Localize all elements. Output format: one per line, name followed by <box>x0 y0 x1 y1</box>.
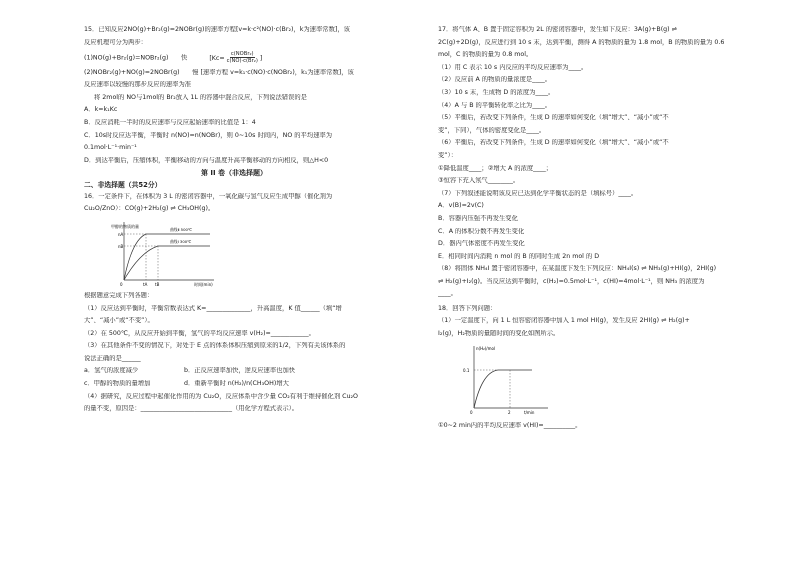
x-axis-label: 时间(min) <box>194 281 213 287</box>
q17-part-8c: ____。 <box>438 290 457 298</box>
q17-part-8b: ⇌ H₂(g)+I₂(g)。当反应达到平衡时，c(H₂)=0.5mol·L⁻¹，c(HI)=4mol·L⁻¹，则 NH₃ 的浓度为 <box>438 277 705 285</box>
q17-part-6d: ③恒容下充入氖气________。 <box>438 177 520 185</box>
q15-step-2: (2)NOBr₂(g)+NO(g)=2NOBr(g) 慢 [速率方程 v=k₁·c(NO)·c(NOBr₂)，k₁为速率常数]，该 <box>84 68 354 76</box>
k-denominator: c(NO)·c(Br₂) <box>226 58 258 65</box>
q15-k-expression <box>209 51 263 65</box>
q17-part-4: （4）A 与 B 的平衡转化率之比为____。 <box>438 101 552 109</box>
q15-step-1-text: (1)NO(g)+Br₂(g)=NOBr₂(g) 快 <box>84 54 188 62</box>
q17-part-3: （3）10 s 末，生成物 D 的浓度为____。 <box>438 88 555 96</box>
q16-option-a: a．氢气的浓度减少 <box>84 367 139 375</box>
q15-option-a: A．k=k₁Kc <box>84 106 118 114</box>
q15-option-d: D．到达平衡后，压缩体积，平衡移动的方向与温度升高平衡移动的方向相反，则△H<0 <box>84 156 329 164</box>
ta-label: tA <box>143 281 148 287</box>
x-axis-label: t/min <box>524 410 535 416</box>
q17-option-d: D．器内气体密度不再发生变化 <box>438 240 525 248</box>
q16-part-1b: 大”、“减小”或“不变”）。 <box>84 317 154 325</box>
curve-500 <box>124 234 210 280</box>
q17-part-7: （7）下列叙述能说明该反应已达到化学平衡状态的是（填标号）____。 <box>438 189 638 197</box>
q17-part-8a: （8）将固体 NH₄I 置于密闭容器中，在某温度下发生下列反应：NH₄I(s) ⇌ NH₃(g)+HI(g)，2HI(g) <box>438 265 717 273</box>
k-rhs: ] <box>259 54 263 62</box>
curve-500-label: 曲线Ⅱ 500℃ <box>170 226 193 232</box>
q16-part-1a: （1）反应达到平衡时，平衡常数表达式 K=______________，升高温度，K 值______（填“增 <box>84 304 342 312</box>
q18-graph <box>462 342 552 418</box>
q16-part-2: （2）在 500℃，从反应开始到平衡，氢气的平均反应速率 v(H₂)=____________。 <box>84 329 315 337</box>
k-numerator: c(NOBr₂) <box>230 51 254 58</box>
left-column <box>84 26 384 418</box>
origin-label: 0 <box>120 281 123 287</box>
q17-line-2: 2C(g)+2D(g)，反应进行到 10 s 末，达到平衡，测得 A 的物质的量为 1.8 mol，B 的物质的量为 0.6 <box>438 38 725 46</box>
q15-line-1: 15．已知反应2NO(g)+Br₂(g)=2NOBr(g)的速率方程[v=k·c²(NO)·c(Br₂)，k为速率常数]，该 <box>84 26 350 33</box>
q16-option-d: d．重新平衡时 n(H₂)/n(CH₃OH)增大 <box>184 380 289 388</box>
q15-line-3: 将 2mol的 NO与1mol的 Br₂放入 1L 的容器中混合反应，下列说法错误的是 <box>94 93 307 101</box>
q18-line-3: I₂(g)，H₂物质的量随时间的变化如图所示。 <box>438 329 560 337</box>
y-axis-label: 甲醇的物质的量 <box>111 223 139 229</box>
tb-label: tB <box>155 281 160 287</box>
q17-option-e: E．相同时间内消耗 n mol 的 B 的同时生成 2n mol 的 D <box>438 252 600 260</box>
q18-part-1: ①0~2 min内的平均反应速率 v(HI)=__________。 <box>438 422 582 430</box>
q16-part-3a: （3）在其他条件不变的情况下，对处于 E 点的体系体积压缩到原来的1/2，下列有关该体系的 <box>84 342 346 350</box>
q16-option-c: c．甲醇的物质的量增加 <box>84 380 151 388</box>
q15-option-b: B．反应消耗一半时的反应速率与反应起始速率的比值是 1：4 <box>84 118 256 126</box>
q17-part-1: （1）用 C 表示 10 s 内反应的平均反应速率为____。 <box>438 63 588 71</box>
h2-curve <box>474 370 532 408</box>
y-axis-label: n(H₂)/mol <box>476 346 496 352</box>
q17-option-b: B．容器内压强不再发生变化 <box>438 214 518 222</box>
q18-line-2: （1）一定温度下，向 1 L 恒容密闭容器中加入 1 mol HI(g)，发生反应 2HI(g) ⇌ H₂(g)+ <box>438 317 690 325</box>
q16-graph <box>110 218 220 288</box>
q15-line-2: 反应机理可分为两步： <box>84 38 147 46</box>
q17-option-c: C．A 的体积分数不再发生变化 <box>438 227 525 235</box>
q17-part-6a: （6）平衡后，若改变下列条件，生成 D 的速率如何变化（填“增大”、“减小”或“不 <box>438 139 669 147</box>
q16-line-1: 16．一定条件下，在体积为 3 L 的密闭容器中，一氧化碳与氢气反应生成甲醇（催化剂为 <box>84 192 333 200</box>
q16-graph-svg <box>110 218 220 288</box>
part-ii-title: 第 II 卷（非选择题） <box>200 169 268 178</box>
y-tick-label: 0.1 <box>463 368 470 374</box>
nb-label: nB <box>118 243 124 249</box>
q17-line-1: 17．将气体 A、B 置于固定容积为 2L 的密闭容器中，发生如下反应：3A(g)+B(g) ⇌ <box>438 26 677 33</box>
q17-part-6b: 变”）： <box>438 151 458 159</box>
q15-step-2b: 反应速率以较慢的那步反应的速率为准 <box>84 81 192 89</box>
q16-line-2: Cu₂O/ZnO）：CO(g)+2H₂(g) ⇌ CH₃OH(g)。 <box>84 205 215 213</box>
q18-line-1: 18．回答下列问题： <box>438 304 497 312</box>
q16-options-ab <box>84 367 384 375</box>
right-column <box>438 26 738 435</box>
x-tick-label: 2 <box>508 410 511 416</box>
q18-graph-svg <box>462 342 552 418</box>
q17-option-a: A．v(B)=2v(C) <box>438 202 484 210</box>
na-label: nA <box>118 231 124 237</box>
k-fraction <box>227 51 258 64</box>
q17-part-6c: ①降低温度____；②增大 A 的浓度____； <box>438 164 553 172</box>
q17-line-3: mol，C 的物质的量为 0.8 mol。 <box>438 51 533 59</box>
q15-option-c2: 0.1mol·L⁻¹·min⁻¹ <box>84 144 137 152</box>
q17-part-5a: （5）平衡后，若改变下列条件，生成 D 的速率如何变化（填“增大”、“减小”或“不 <box>438 114 669 122</box>
q15-option-c1: C．10s时反应达平衡，平衡时 n(NO)=n(NOBr)，则 0~10s 时间内，NO 的平均速率为 <box>84 131 333 139</box>
q16-part-4a: （4）据研究，反应过程中起催化作用的为 Cu₂O，反应体系中含少量 CO₂有利于维持催化剂 Cu₂O <box>84 392 359 400</box>
q17-part-5b: 变”，下同），气体的密度变化是____。 <box>438 126 546 134</box>
origin-label: 0 <box>470 410 473 416</box>
q16-part-3b: 说法正确的是______ <box>84 354 141 362</box>
q17-part-2: （2）反应前 A 的物质的量浓度是____。 <box>438 76 552 84</box>
curve-300-label: 曲线Ⅰ 300℃ <box>170 238 192 244</box>
section-2-title: 二、非选择题（共52分） <box>84 180 162 189</box>
q15-step-1 <box>84 51 384 64</box>
q16-line-3: 根据题意完成下列各题： <box>84 291 154 299</box>
q16-option-b: b．正反应速率加快，逆反应速率也加快 <box>184 367 296 375</box>
curve-300 <box>124 246 210 280</box>
q16-part-4b: 的量不变，原因是：_____________________________（用化学方程式表示）。 <box>84 405 299 413</box>
q16-options-cd <box>84 380 384 388</box>
k-lhs: [Kc= <box>209 54 225 62</box>
